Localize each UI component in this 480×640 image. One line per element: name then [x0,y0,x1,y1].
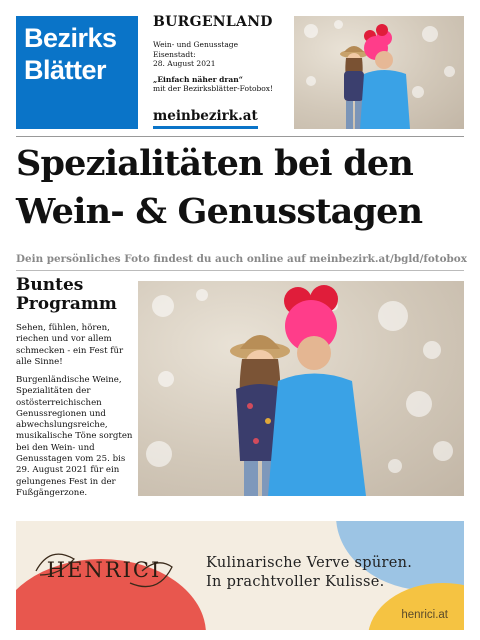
slogan-sub: mit der Bezirksblätter-Fotobox! [153,84,274,93]
section-rule [16,270,464,271]
website-underline [153,126,258,129]
ad-url[interactable]: henrici.at [401,609,448,621]
henrici-advertisement[interactable] [16,521,464,630]
fotobox-photo-small[interactable] [294,16,464,129]
region-label: BURGENLAND [153,14,273,30]
photo-people-small [294,16,464,129]
henrici-logo [30,541,178,599]
ad-tagline-line-1: Kulinarische Verve spüren. [206,555,413,571]
headline-subline[interactable]: Dein persönliches Foto findest du auch online auf meinbezirk.at/bgld/fotobox [16,253,467,265]
event-name: Wein- und Genusstage [153,40,239,49]
henrici-logo-text: HENRICI [46,558,162,582]
article-title-line-1: Buntes [16,275,84,295]
event-date: 28. August 2021 [153,59,216,68]
ad-tagline-line-2: In prachtvoller Kulisse. [206,574,385,590]
headline [16,140,471,236]
masthead-rule [16,136,464,137]
article-paragraph-1: Sehen, fühlen, hören, riechen und vor allem schmecken - ein Fest für alle Sinne! [16,323,124,367]
photo-people-large [138,281,464,496]
article-paragraph-2: Burgenländische Weine, Spezialitäten der ostösterreichischen Genussregionen und abwechslungsreiche, musikalische Töne sorgten bei den Wein- und Genusstagen vom 25. bis 29. August 2021 für ein gelungenes Fest in der Fußgängerzone. [16,375,133,498]
logo-line-2: Blätter [24,55,107,85]
article-title-line-2: Programm [16,294,117,314]
bezirksblaetter-logo[interactable] [16,16,138,129]
article-title [16,276,136,314]
website-link[interactable]: meinbezirk.at [153,108,258,124]
headline-line-2: Wein- & Genusstagen [16,191,423,232]
event-info [153,40,288,94]
fotobox-photo-large[interactable] [138,281,464,496]
headline-line-1: Spezialitäten bei den [16,143,413,184]
slogan: „Einfach näher dran“ [153,74,243,84]
ad-tagline [206,554,446,592]
event-location: Eisenstadt: [153,49,196,59]
logo-line-1: Bezirks [24,23,117,53]
